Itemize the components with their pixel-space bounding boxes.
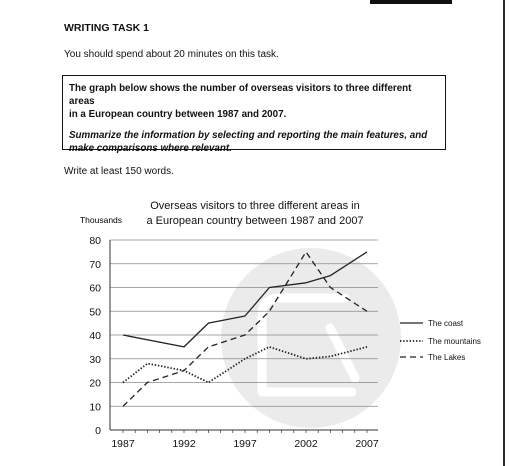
y-tick-label: 10 — [89, 401, 101, 414]
prompt-description-line-1: The graph below shows the number of overseas visitors to three different areas — [69, 83, 412, 107]
x-tick-label: 2002 — [294, 438, 318, 450]
legend-label-the-coast: The coast — [428, 319, 464, 328]
time-instruction: You should spend about 20 minutes on this task. — [64, 49, 279, 60]
y-tick-label: 80 — [89, 235, 101, 247]
y-tick-label: 0 — [95, 425, 101, 437]
y-tick-labels — [89, 235, 101, 437]
watermark-circle — [221, 248, 401, 428]
prompt-summary-line-2: make comparisons where relevant. — [69, 143, 232, 154]
x-tick-labels — [111, 438, 379, 450]
watermark-logo — [221, 248, 401, 428]
y-tick-label: 60 — [89, 282, 101, 295]
y-axis-label: Thousands — [79, 215, 123, 225]
prompt-description-line-2: in a European country between 1987 and 2007. — [69, 109, 287, 120]
y-tick-label: 40 — [89, 330, 101, 342]
chart-title-line-2: a European country between 1987 and 2007 — [146, 215, 364, 227]
y-tick-label: 50 — [89, 306, 101, 319]
x-tick-label: 1987 — [111, 438, 135, 450]
x-tick-label: 2007 — [355, 438, 379, 450]
x-tick-label: 1992 — [172, 438, 196, 450]
word-count-instruction: Write at least 150 words. — [64, 166, 174, 177]
x-tick-label: 1997 — [233, 438, 257, 450]
chart-legend — [400, 319, 481, 362]
task-title: WRITING TASK 1 — [64, 22, 149, 34]
y-tick-label: 20 — [89, 377, 101, 390]
prompt-summary-line-1: Summarize the information by selecting and reporting the main features, and — [69, 130, 428, 141]
y-tick-label: 70 — [89, 258, 101, 271]
legend-label-the-mountains: The mountains — [428, 337, 481, 346]
legend-label-the-lakes: The Lakes — [428, 353, 466, 362]
y-tick-label: 30 — [89, 353, 101, 366]
chart-title-line-1: Overseas visitors to three different areas in — [150, 200, 360, 212]
